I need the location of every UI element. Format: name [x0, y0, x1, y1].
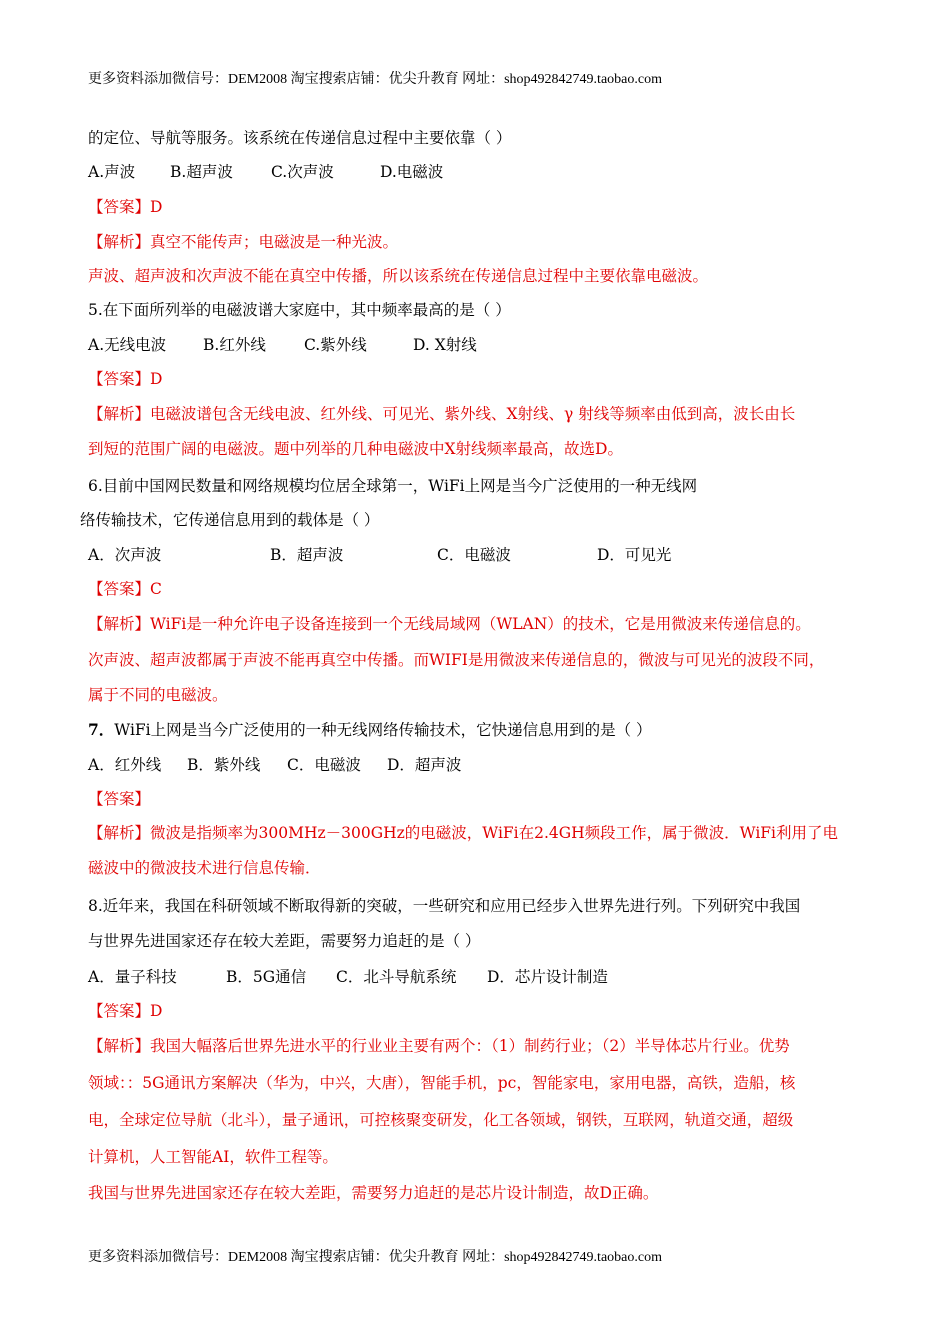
- page-footer: 更多资料添加微信号：DEM2008 淘宝搜索店铺：优尖升教育 网址：shop492842749.taobao.com: [88, 1250, 662, 1265]
- q6-option-b: B．超声波: [270, 546, 344, 564]
- q6-analysis-1: 【解析】WiFi是一种允许电子设备连接到一个无线局域网（WLAN）的技术，它是用微波来传递信息的。: [88, 615, 811, 633]
- q4-option-a: A.声波: [88, 163, 136, 181]
- q8-option-d: D．芯片设计制造: [487, 968, 608, 986]
- q8-analysis-4: 计算机，人工智能AI，软件工程等。: [88, 1148, 338, 1166]
- q7-stem: [88, 719, 652, 741]
- q5-answer: 【答案】D: [88, 370, 163, 388]
- q5-option-d: D. X射线: [413, 336, 477, 354]
- q5-analysis-2: 到短的范围广阔的电磁波。题中列举的几种电磁波中X射线频率最高，故选D。: [88, 440, 623, 458]
- q7-option-a: A．红外线: [88, 756, 162, 774]
- q4-analysis-2: 声波、超声波和次声波不能在真空中传播，所以该系统在传递信息过程中主要依靠电磁波。: [88, 267, 709, 285]
- q8-analysis-5: 我国与世界先进国家还存在较大差距，需要努力追赶的是芯片设计制造，故D正确。: [88, 1184, 659, 1202]
- q7-stem-text: WiFi上网是当今广泛使用的一种无线网络传输技术，它快递信息用到的是（ ）: [114, 721, 652, 739]
- q8-answer: 【答案】D: [88, 1002, 163, 1020]
- q5-option-c: C.紫外线: [304, 336, 367, 354]
- q8-analysis-2: 领域：：5G通讯方案解决（华为，中兴，大唐），智能手机，pc，智能家电，家用电器，高铁，造船，核: [88, 1074, 796, 1092]
- q8-analysis-3: 电，全球定位导航（北斗），量子通讯，可控核聚变研发，化工各领域，钢铁，互联网，轨道交通，超级: [88, 1111, 794, 1129]
- q8-stem-1: 8.近年来，我国在科研领域不断取得新的突破，一些研究和应用已经步入世界先进行列。下列研究中我国: [88, 897, 801, 915]
- q7-option-c: C．电磁波: [287, 756, 361, 774]
- q8-stem-2: 与世界先进国家还存在较大差距，需要努力追赶的是（ ）: [88, 932, 481, 950]
- q6-analysis-3: 属于不同的电磁波。: [88, 686, 228, 704]
- q7-number: 7．: [88, 720, 115, 739]
- q6-options: [88, 544, 671, 566]
- q6-answer: 【答案】C: [88, 580, 162, 598]
- q8-option-c: C．北斗导航系统: [336, 968, 457, 986]
- q7-options: [88, 754, 461, 776]
- q8-option-a: A．量子科技: [88, 968, 177, 986]
- q6-stem-1: 6.目前中国网民数量和网络规模均位居全球第一，WiFi上网是当今广泛使用的一种无线网: [88, 477, 698, 495]
- q6-option-d: D．可见光: [597, 546, 672, 564]
- q4-answer: 【答案】D: [88, 198, 163, 216]
- q4-analysis-1: 【解析】真空不能传声；电磁波是一种光波。: [88, 233, 399, 251]
- q8-options: [88, 966, 608, 988]
- q5-options: [88, 334, 477, 356]
- q6-stem-2: 络传输技术，它传递信息用到的载体是（ ）: [80, 511, 380, 529]
- q7-analysis-2: 磁波中的微波技术进行信息传输．: [88, 859, 321, 877]
- q5-option-a: A.无线电波: [88, 336, 167, 354]
- q7-analysis-1: 【解析】微波是指频率为300MHz－300GHz的电磁波，WiFi在2.4GH频段工作，属于微波．WiFi利用了电: [88, 824, 838, 842]
- q4-option-d: D.电磁波: [380, 163, 444, 181]
- q6-option-a: A．次声波: [88, 546, 162, 564]
- q4-stem-continuation: 的定位、导航等服务。该系统在传递信息过程中主要依靠（ ）: [88, 129, 512, 147]
- q5-analysis-1: 【解析】电磁波谱包含无线电波、红外线、可见光、紫外线、X射线、γ 射线等频率由低到高，波长由长: [88, 405, 796, 423]
- q7-answer: 【答案】: [88, 790, 151, 808]
- q8-analysis-1: 【解析】我国大幅落后世界先进水平的行业业主要有两个：（1）制药行业；（2）半导体芯片行业。优势: [88, 1037, 790, 1055]
- q4-option-c: C.次声波: [271, 163, 334, 181]
- q5-stem: 5.在下面所列举的电磁波谱大家庭中，其中频率最高的是（ ）: [88, 301, 511, 319]
- q8-option-b: B．5G通信: [226, 968, 307, 986]
- q7-option-b: B．紫外线: [187, 756, 261, 774]
- q6-option-c: C．电磁波: [437, 546, 511, 564]
- q5-option-b: B.红外线: [203, 336, 266, 354]
- q4-options: [88, 161, 443, 183]
- q6-analysis-2: 次声波、超声波都属于声波不能再真空中传播。而WIFI是用微波来传递信息的，微波与可见光的波段不同，: [88, 651, 825, 669]
- q7-option-d: D．超声波: [387, 756, 462, 774]
- q4-option-b: B.超声波: [170, 163, 233, 181]
- page-header: 更多资料添加微信号：DEM2008 淘宝搜索店铺：优尖升教育 网址：shop492842749.taobao.com: [88, 72, 662, 87]
